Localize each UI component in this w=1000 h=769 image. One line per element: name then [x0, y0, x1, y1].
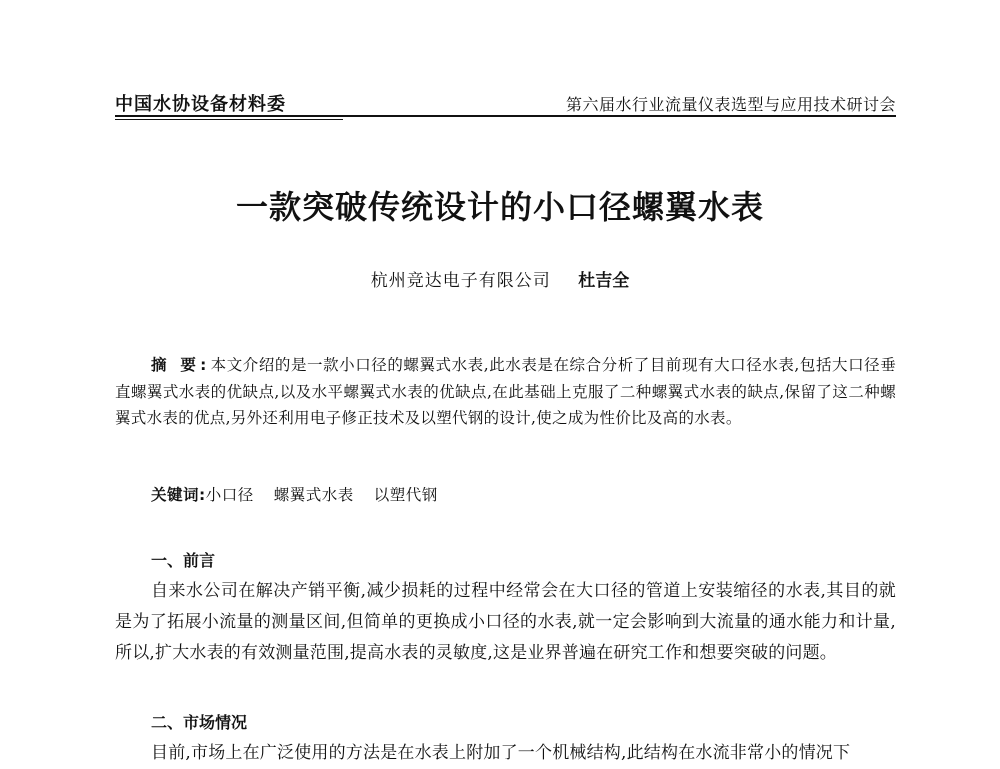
paper-title: 一款突破传统设计的小口径螺翼水表 — [235, 188, 764, 226]
abstract-label: 摘 要: — [151, 356, 211, 374]
keywords — [151, 483, 458, 505]
section-paragraph-market: 目前,市场上在广泛使用的方法是在水表上附加了一个机械结构,此结构在水流非常小的情况下 — [151, 743, 851, 763]
keywords-label: 关键词: — [151, 486, 206, 504]
keyword: 螺翼式水表 — [273, 486, 354, 504]
author-name: 杜吉全 — [578, 271, 630, 291]
header-underline — [115, 119, 343, 120]
header-conference: 第六届水行业流量仪表选型与应用技术研讨会 — [565, 95, 896, 114]
running-header — [115, 90, 896, 122]
keyword: 以塑代钢 — [373, 486, 438, 504]
author-organization: 杭州竞达电子有限公司 — [370, 271, 551, 291]
keyword: 小口径 — [205, 486, 254, 504]
abstract — [115, 352, 896, 432]
header-rule — [115, 115, 896, 117]
section-paragraph-preface: 自来水公司在解决产销平衡,减少损耗的过程中经常会在大口径的管道上安装缩径的水表,其目的就是为了拓展小流量的测量区间,但简单的更换成小口径的水表,就一定会影响到大流量的通水能力和计量,所以,扩大水表的有效测量范围,提高水表的灵敏度,这是业界普遍在研究工作和想要突破的问题。 — [115, 581, 896, 663]
section-heading-preface: 一、前言 — [151, 551, 216, 570]
header-publisher: 中国水协设备材料委 — [115, 94, 286, 115]
abstract-text: 本文介绍的是一款小口径的螺翼式水表,此水表是在综合分析了目前现有大口径水表,包括大口径垂直螺翼式水表的优缺点,以及水平螺翼式水表的优缺点,在此基础上克服了二种螺翼式水表的缺点,保留了这二种螺翼式水表的优点,另外还利用电子修正技术及以塑代钢的设计,使之成为性价比及高的水表。 — [115, 356, 896, 427]
byline — [0, 266, 1000, 291]
section-heading-market: 二、市场情况 — [151, 713, 248, 732]
